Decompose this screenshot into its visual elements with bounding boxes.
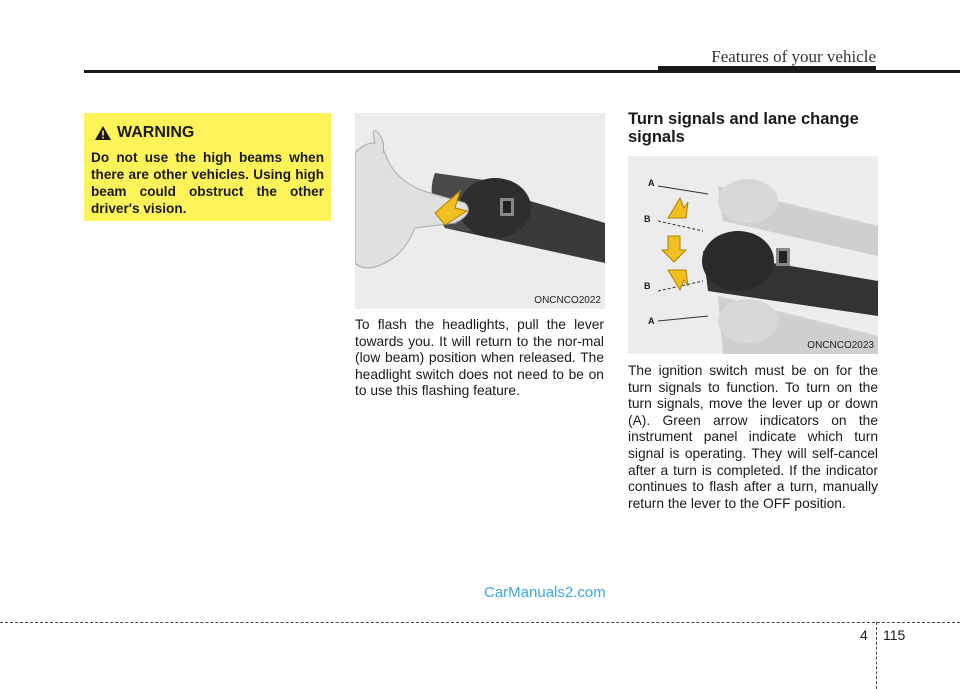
turn-signal-figure xyxy=(628,156,878,354)
turn-signal-paragraph: The ignition switch must be on for the turn signals to function. To turn on the turn signals, move the lever up or down (A). Green arrow indicators on the instrument panel indicate which turn signal is operating. They will self-cancel after a turn is completed. If the indicator continues to flash after a turn, manually return the lever to the OFF position. xyxy=(628,363,878,511)
page-header-title: Features of your vehicle xyxy=(711,47,876,66)
label-b-top: B xyxy=(644,214,651,224)
warning-text: Do not use the high beams when there are other vehicles. Using high beam could obstruct the other driver's vision. xyxy=(91,150,324,216)
watermark-link[interactable]: CarManuals2.com xyxy=(484,584,606,601)
warning-box xyxy=(84,113,331,221)
section-title: Turn signals and lane change signals xyxy=(628,110,859,146)
warning-triangle-icon xyxy=(95,126,111,140)
chapter-number: 4 xyxy=(860,627,868,643)
warning-header xyxy=(91,122,324,144)
headlight-flash-figure xyxy=(355,113,605,309)
header-rule xyxy=(84,70,960,73)
label-a-bottom: A xyxy=(648,316,655,326)
footer-divider xyxy=(876,622,877,689)
label-a-top: A xyxy=(648,178,655,188)
label-b-bottom: B xyxy=(644,281,651,291)
headlight-lever-illustration xyxy=(355,113,605,309)
turn-signal-lever-illustration xyxy=(628,156,878,354)
headlight-flash-paragraph: To flash the headlights, pull the lever towards you. It will return to the nor-mal (low beam) position when released. The headlight switch does not need to be on to use this flashing feature. xyxy=(355,317,604,399)
footer-rule xyxy=(0,622,960,623)
warning-title: WARNING xyxy=(117,124,195,141)
figure-code: ONCNCO2023 xyxy=(807,340,874,351)
page-number: 115 xyxy=(883,627,906,643)
figure-code: ONCNCO2022 xyxy=(534,295,601,306)
